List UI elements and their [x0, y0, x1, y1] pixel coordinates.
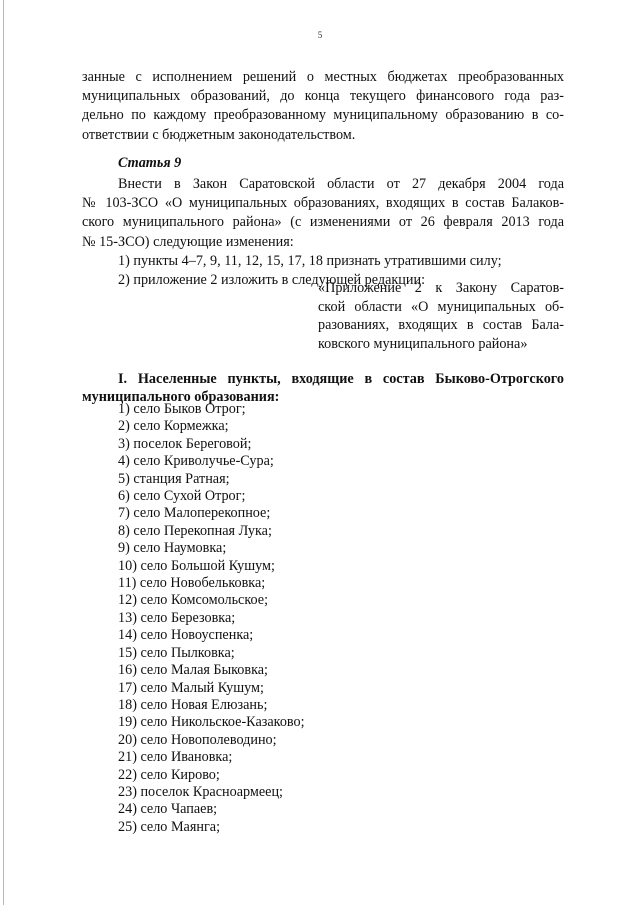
article-title: Статья 9	[118, 155, 182, 171]
list-item: 22) село Кирово;	[118, 766, 220, 783]
list-item: 2) село Кормежка;	[118, 418, 229, 435]
page-number: 5	[317, 30, 323, 40]
list-item: 14) село Новоуспенка;	[118, 627, 254, 644]
article-heading	[82, 154, 564, 173]
continuation-paragraph	[82, 68, 564, 145]
list-item: 4) село Криволучье-Сура;	[118, 453, 274, 470]
paragraph-line: ответствии с бюджетным законодательством.	[82, 126, 356, 143]
list-item: 20) село Новополеводино;	[118, 731, 277, 748]
annex-line: разованиях, входящих в состав Бала-	[318, 317, 564, 334]
list-item: 7) село Малоперекопное;	[118, 505, 271, 522]
article-item-2: 2) приложение 2 изложить в следующей редакции:	[118, 272, 426, 289]
scan-edge-line	[3, 0, 4, 905]
list-item: 5) станция Ратная;	[118, 470, 230, 487]
article-intro	[82, 175, 564, 290]
section-heading-line: I. Населенные пункты, входящие в состав Быково-Отрогского	[118, 371, 564, 387]
paragraph-line: занные с исполнением решений о местных бюджетах преобразованных	[82, 69, 564, 85]
list-item: 25) село Маянга;	[118, 818, 221, 835]
paragraph-line: ского муниципального района» (с изменениями от 26 февраля 2013 года	[82, 214, 564, 231]
list-item: 3) поселок Береговой;	[118, 435, 252, 452]
annex-line: ской области «О муниципальных об-	[318, 298, 564, 315]
list-item: 18) село Новая Елюзань;	[118, 696, 268, 713]
list-item: 24) село Чапаев;	[118, 801, 218, 818]
list-item: 15) село Пылковка;	[118, 644, 235, 661]
list-item: 8) село Перекопная Лука;	[118, 522, 272, 539]
list-item: 6) село Сухой Отрог;	[118, 488, 246, 505]
list-item: 17) село Малый Кушум;	[118, 679, 264, 696]
section-heading-line: муниципального образования:	[82, 389, 280, 405]
list-item: 13) село Березовка;	[118, 609, 236, 626]
annex-line: ковского муниципального района»	[318, 335, 528, 352]
list-item: 10) село Большой Кушум;	[118, 557, 275, 574]
settlement-list	[118, 401, 305, 836]
list-item: 21) село Ивановка;	[118, 749, 233, 766]
list-item: 9) село Наумовка;	[118, 540, 227, 557]
list-item: 12) село Комсомольское;	[118, 592, 269, 609]
paragraph-line: Внести в Закон Саратовской области от 27 декабря 2004 года	[118, 176, 564, 192]
list-item: 16) село Малая Быковка;	[118, 662, 268, 679]
list-item: 11) село Новобельковка;	[118, 575, 266, 592]
article-item-1: 1) пункты 4–7, 9, 11, 12, 15, 17, 18 признать утратившими силу;	[118, 252, 502, 269]
paragraph-line: муниципальных образований, до конца текущего финансового года раз-	[82, 88, 564, 105]
list-item: 19) село Никольское-Казаково;	[118, 714, 305, 731]
list-item: 23) поселок Красноармеец;	[118, 783, 283, 800]
annex-header	[318, 279, 564, 353]
paragraph-line: дельно по каждому преобразованному муниципальному образованию в со-	[82, 107, 564, 124]
paragraph-line: № 103-ЗСО «О муниципальных образованиях, входящих в состав Балаков-	[82, 195, 564, 212]
annex-line: «Приложение 2 к Закону Саратов-	[318, 280, 564, 296]
paragraph-line: № 15-ЗСО) следующие изменения:	[82, 233, 294, 250]
list-item: 1) село Быков Отрог;	[118, 401, 246, 417]
